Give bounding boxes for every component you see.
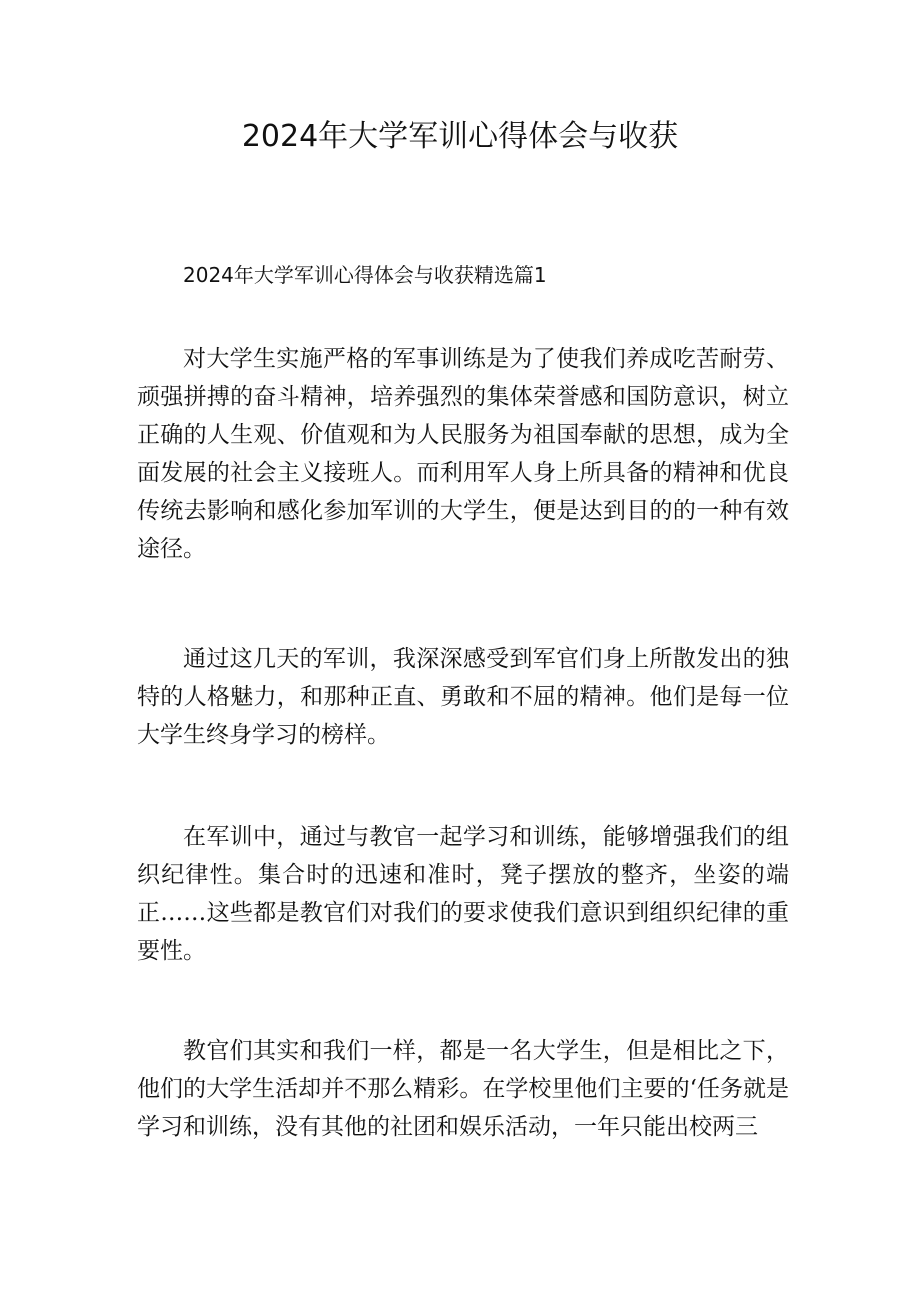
paragraph-3: 在军训中，通过与教官一起学习和训练，能够增强我们的组织纪律性。集合时的迅速和准时，凳子摆放的整齐，坐姿的端正……这些都是教官们对我们的要求使我们意识到组织纪律的重要性。	[137, 824, 789, 964]
paragraph-1: 对大学生实施严格的军事训练是为了使我们养成吃苦耐劳、顽强拼搏的奋斗精神，培养强烈的集体荣誉感和国防意识，树立正确的人生观、价值观和为人民服务为祖国奉献的思想，成为全面发展的社会主义接班人。而利用军人身上所具备的精神和优良传统去影响和感化参加军训的大学生，便是达到目的的一种有效途径。	[137, 346, 789, 562]
section-heading: 2024年大学军训心得体会与收获精选篇1	[183, 263, 547, 287]
document-title: 2024年大学军训心得体会与收获	[241, 119, 679, 154]
paragraph-2: 通过这几天的军训，我深深感受到军官们身上所散发出的独特的人格魅力，和那种正直、勇敢和不屈的精神。他们是每一位大学生终身学习的榜样。	[137, 646, 789, 748]
paragraph-4: 教官们其实和我们一样，都是一名大学生，但是相比之下，他们的大学生活却并不那么精彩。在学校里他们主要的‘任务就是学习和训练，没有其他的社团和娱乐活动，一年只能出校两三	[137, 1038, 789, 1140]
